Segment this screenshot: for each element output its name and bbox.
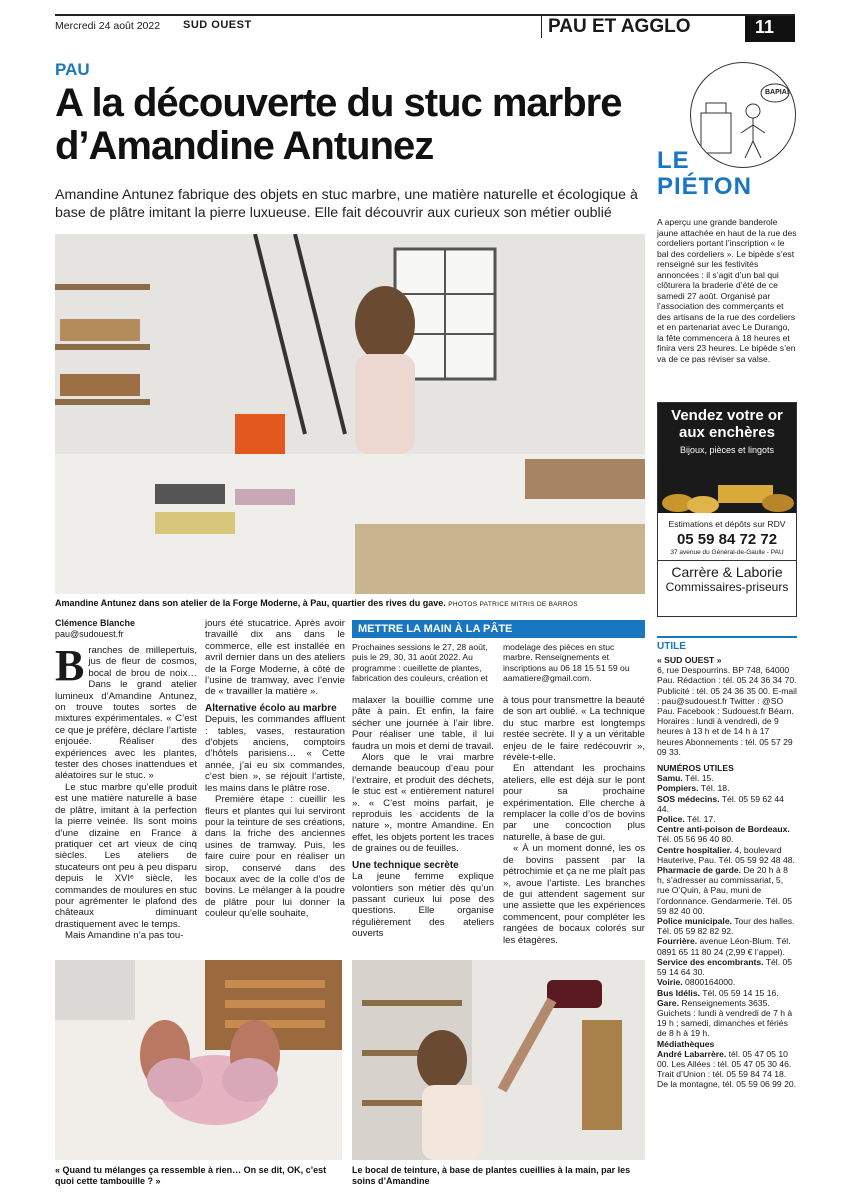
ad-phone: 05 59 84 72 72	[676, 531, 778, 548]
page-number: 11	[745, 16, 795, 42]
newspaper-brand: SUD OUEST	[183, 19, 252, 31]
main-photo	[55, 234, 645, 594]
advertisement-gold[interactable]	[657, 402, 797, 617]
ad-headline-2: aux enchères	[679, 424, 775, 441]
photo-credit: PHOTOS PATRICE MITRIS DE BARROS	[448, 601, 578, 608]
ad-headline-1: Vendez votre or	[671, 407, 783, 424]
section-title: PAU ET AGGLO	[541, 16, 738, 38]
utile-so-label: « SUD OUEST »	[657, 655, 722, 665]
info-box-title: METTRE LA MAIN À LA PÂTE	[352, 620, 645, 638]
utile-listing: « SUD OUEST » 6, rue Despourrins. BP 748, 64000 Pau. Rédaction : tél. 05 24 36 34 70. Publicité : tél. 05 24 36 35 00. E-mail : pau@sudouest.fr Twitter : @SO Pau. Facebook : Sudouest.fr Béarn. Horaires : lundi à vendredi, de 9 heures à 13 h et de 14 h à 17 heures Abonnements : tél. 05 57 29 09 33. NUMÉROS UTILES Samu. Tél. 15. Pompiers. Tél. 18. SOS médecins. Tél. 05 59 62 44 44. Police. Tél. 17. Centre anti-poison de Bordeaux. Tél. 05 56 96 40 80. Centre hospitalier. 4, boulevard Hauterive, Pau. Tél. 05 59 92 48 48. Pharmacie de garde. De 20 h à 8 h, s’adresser au commissariat, 5, rue O’Quin, à Pau, muni de l’ordonnance. Gendarmerie. Tél. 05 59 82 40 00. Police municipale. Tour des halles. Tél. 05 59 82 82 92. Fourrière. avenue Léon-Blum. Tél. 0891 65 11 80 24 (2,99 € l’appel). Service des encombrants. Tél. 05 59 14 64 30. Voirie. 0800164000. Bus Idélis. Tél. 05 59 14 15 16. Gare. Renseignements 3635. Guichets : lundi à vendredi de 7 h à 19 h ; samedi, dimanches et fériés de 8 h à 19 h. Médiathèques André Labarrère. tél. 05 47 05 10 00. Les Allées : tél. 05 47 05 30 46. Trait d’Union : tél. 05 59 84 74 18. De la montagne, tél. 05 59 06 99 20.	[657, 655, 797, 1090]
ad-firm: Carrère & Laborie	[658, 560, 796, 580]
numbers-title: NUMÉROS UTILES	[657, 763, 734, 774]
article-column-4	[503, 695, 645, 946]
paragraph: Mais Amandine n’a pas tou-	[65, 930, 184, 942]
ad-estimations: Estimations et dépôts sur RDV	[668, 519, 786, 529]
author-email[interactable]: pau@sudouest.fr	[55, 629, 124, 639]
subheading: Alternative écolo au marbre	[205, 702, 337, 714]
paragraph: Branches de millepertuis, jus de fleur de cosmos, bocal de brou de noix… Dans le grand atelier lumineux d’Amandine Antunez, on trouve toutes sortes de mixtures expérimentales. « C’est ce que je préfère, déclare l’artiste enjouée. Réaliser des expériences avec les plantes, tester des choses inattendues et aléatoires sur le stuc. »	[55, 641, 197, 782]
article-column-3	[352, 695, 494, 940]
article-column-2	[205, 618, 345, 920]
paragraph: « À un moment donné, les os de bovins passent par la pétrochimie et ça ne me plaît pas », avoue l’artiste. Les branches de gui attendent sagement sur une assiette que les expériences commencent, pour compléter les rangées de bocaux colorés sur les étagères.	[503, 843, 645, 946]
paragraph: En attendant les prochains ateliers, elle est déjà sur le pont pour sa prochaine expérimentation. Elle cherche à remplacer la colle d’os de bovins par une concoction plus naturelle, à base de gui.	[503, 763, 645, 843]
paragraph: malaxer la bouillie comme une pâte à pain. Et enfin, la faire sécher une journée à l’air libre. Pour réaliser une table, il lui faudra un mois et demi de travail.	[352, 695, 494, 752]
ad-address: 37 avenue du Général-de-Gaulle - PAU	[670, 549, 784, 556]
pieton-title: LE PIÉTON	[657, 147, 752, 200]
photo-dye-jar	[352, 960, 645, 1160]
utile-so-text: 6, rue Despourrins. BP 748, 64000 Pau. Rédaction : tél. 05 24 36 34 70. Publicité : tél. 05 24 36 35 00. E-mail : pau@sudouest.fr Twitter : @SO Pau. Facebook : Sudouest.fr Béarn. Horaires : lundi à vendredi, de 9 heures à 13 h et de 14 h à 17 heures Abonnements : tél. 05 57 29 09 33.	[657, 665, 797, 757]
info-box-left: Prochaines sessions le 27, 28 août, puis le 29, 30, 31 août 2022. Au programme : cueillette de plantes, fabrication des couleurs, création et	[352, 642, 488, 684]
page-header	[55, 14, 795, 40]
paragraph: Depuis, les commandes affluent : tables, vases, restauration d’objets anciens, comptoirs d’hôtels parisiens… « Cette année, j’ai eu six commandes, c’est bien », se réjouit l’artiste, les mains dans le plâtre rose.	[205, 714, 345, 794]
article-headline: A la découverte du stuc marbre d’Amandine Antunez	[55, 81, 622, 168]
article-column-1	[55, 641, 197, 942]
subheading: Une technique secrète	[352, 859, 459, 871]
caption-left: « Quand tu mélanges ça ressemble à rien… On se dit, OK, c’est quoi cette tambouille ? »	[55, 1165, 327, 1186]
issue-date: Mercredi 24 août 2022	[55, 20, 161, 32]
author-name: Clémence Blanche	[55, 618, 136, 628]
info-box	[352, 620, 645, 684]
utile-title: UTILE	[657, 636, 797, 652]
paragraph: Première étape : cueillir les fleurs et plantes qui lui serviront pour la teinture de ses créations, dans la friche des anciennes usines de tramway. Puis, les faire cuire pour en réaliser un sirop, conservé dans des bocaux avec de la colle d’os de bovins. Le mélanger à la poudre de plâtre pour lui donner la couleur qu’elle souhaite,	[205, 794, 345, 920]
ad-subline: Bijoux, pièces et lingots	[679, 445, 775, 455]
pieton-logo-text: BAPIA!	[765, 89, 790, 96]
ad-firm-sub: Commissaires-priseurs	[665, 580, 789, 594]
paragraph: jours été stucatrice. Après avoir travaillé dix ans dans le commerce, elle est installée en avril dernier dans un des ateliers de la Forge Moderne, à côté de l’usine de tramway, avec l’envie de « travailler la matière ».	[205, 618, 345, 698]
main-photo-caption	[55, 598, 645, 610]
paragraph: Alors que le vrai marbre demande beaucoup d’eau pour l’extraire, et produit des déchets, le stuc est « entièrement naturel ». « C’est moins parfait, je reproduis les accidents de la nature », montre Amandine. En effet, les objets portent les traces de graines ou de feuilles.	[352, 752, 494, 855]
dropcap: B	[55, 641, 85, 690]
paragraph: La jeune femme explique volontiers son métier dès qu’un passant curieux lui pose des questions. Elle organise régulièrement des ateliers ouverts	[352, 871, 494, 940]
paragraph: Le stuc marbre qu’elle produit est une matière naturelle à base de plâtre, imitant à la perfection la pierre veinée. Ils sont moins d’une dizaine en France à pratiquer cet art vieux de cinq siècles. Les ateliers de stucateurs ont peu à peu disparu depuis le XVIᵉ siècle, les commandes de moulures en stuc pour agrémenter le plafond des châteaux diminuant drastiquement avec le temps.	[55, 781, 197, 930]
pieton-text: A aperçu une grande banderole jaune attachée en haut de la rue des cordeliers portant l’inscription « le bal des cordeliers ». Le bipède s’est renseigné sur les festivités annoncées : il s’agit d’un bal qui clôturera la braderie d’été de ce samedi 27 août. Organisé par l’association des commerçants et des artisans de la rue des cordeliers et en partenariat avec Le Durango, la fête commencera à 18 heures et finira vers 23 heures. Le bipède s’en va de ce pas réviser sa valse.	[657, 217, 797, 364]
paragraph: à tous pour transmettre la beauté de son art oublié. « La technique du stuc marbre est longtemps restée secrète. Il y a un véritable enjeu de le faire redécouvrir », révèle-t-elle.	[503, 695, 645, 764]
info-box-right: modelage des pièces en stuc marbre. Renseignements et inscriptions au 06 18 15 51 59 ou aamatiere@gmail.com.	[503, 642, 630, 684]
caption-text: Amandine Antunez dans son atelier de la Forge Moderne, à Pau, quartier des rives du gave.	[55, 598, 446, 608]
caption-right: Le bocal de teinture, à base de plantes cueillies à la main, par les soins d’Amandine	[352, 1165, 631, 1186]
photo-hands-kneading	[55, 960, 342, 1160]
byline	[55, 618, 135, 640]
article-kicker: PAU	[55, 60, 90, 79]
article-standfirst: Amandine Antunez fabrique des objets en stuc marbre, une matière naturelle et écologique à base de plâtre imitant la pierre luxueuse. Elle fait découvrir aux curieux son métier oublié	[55, 187, 638, 221]
